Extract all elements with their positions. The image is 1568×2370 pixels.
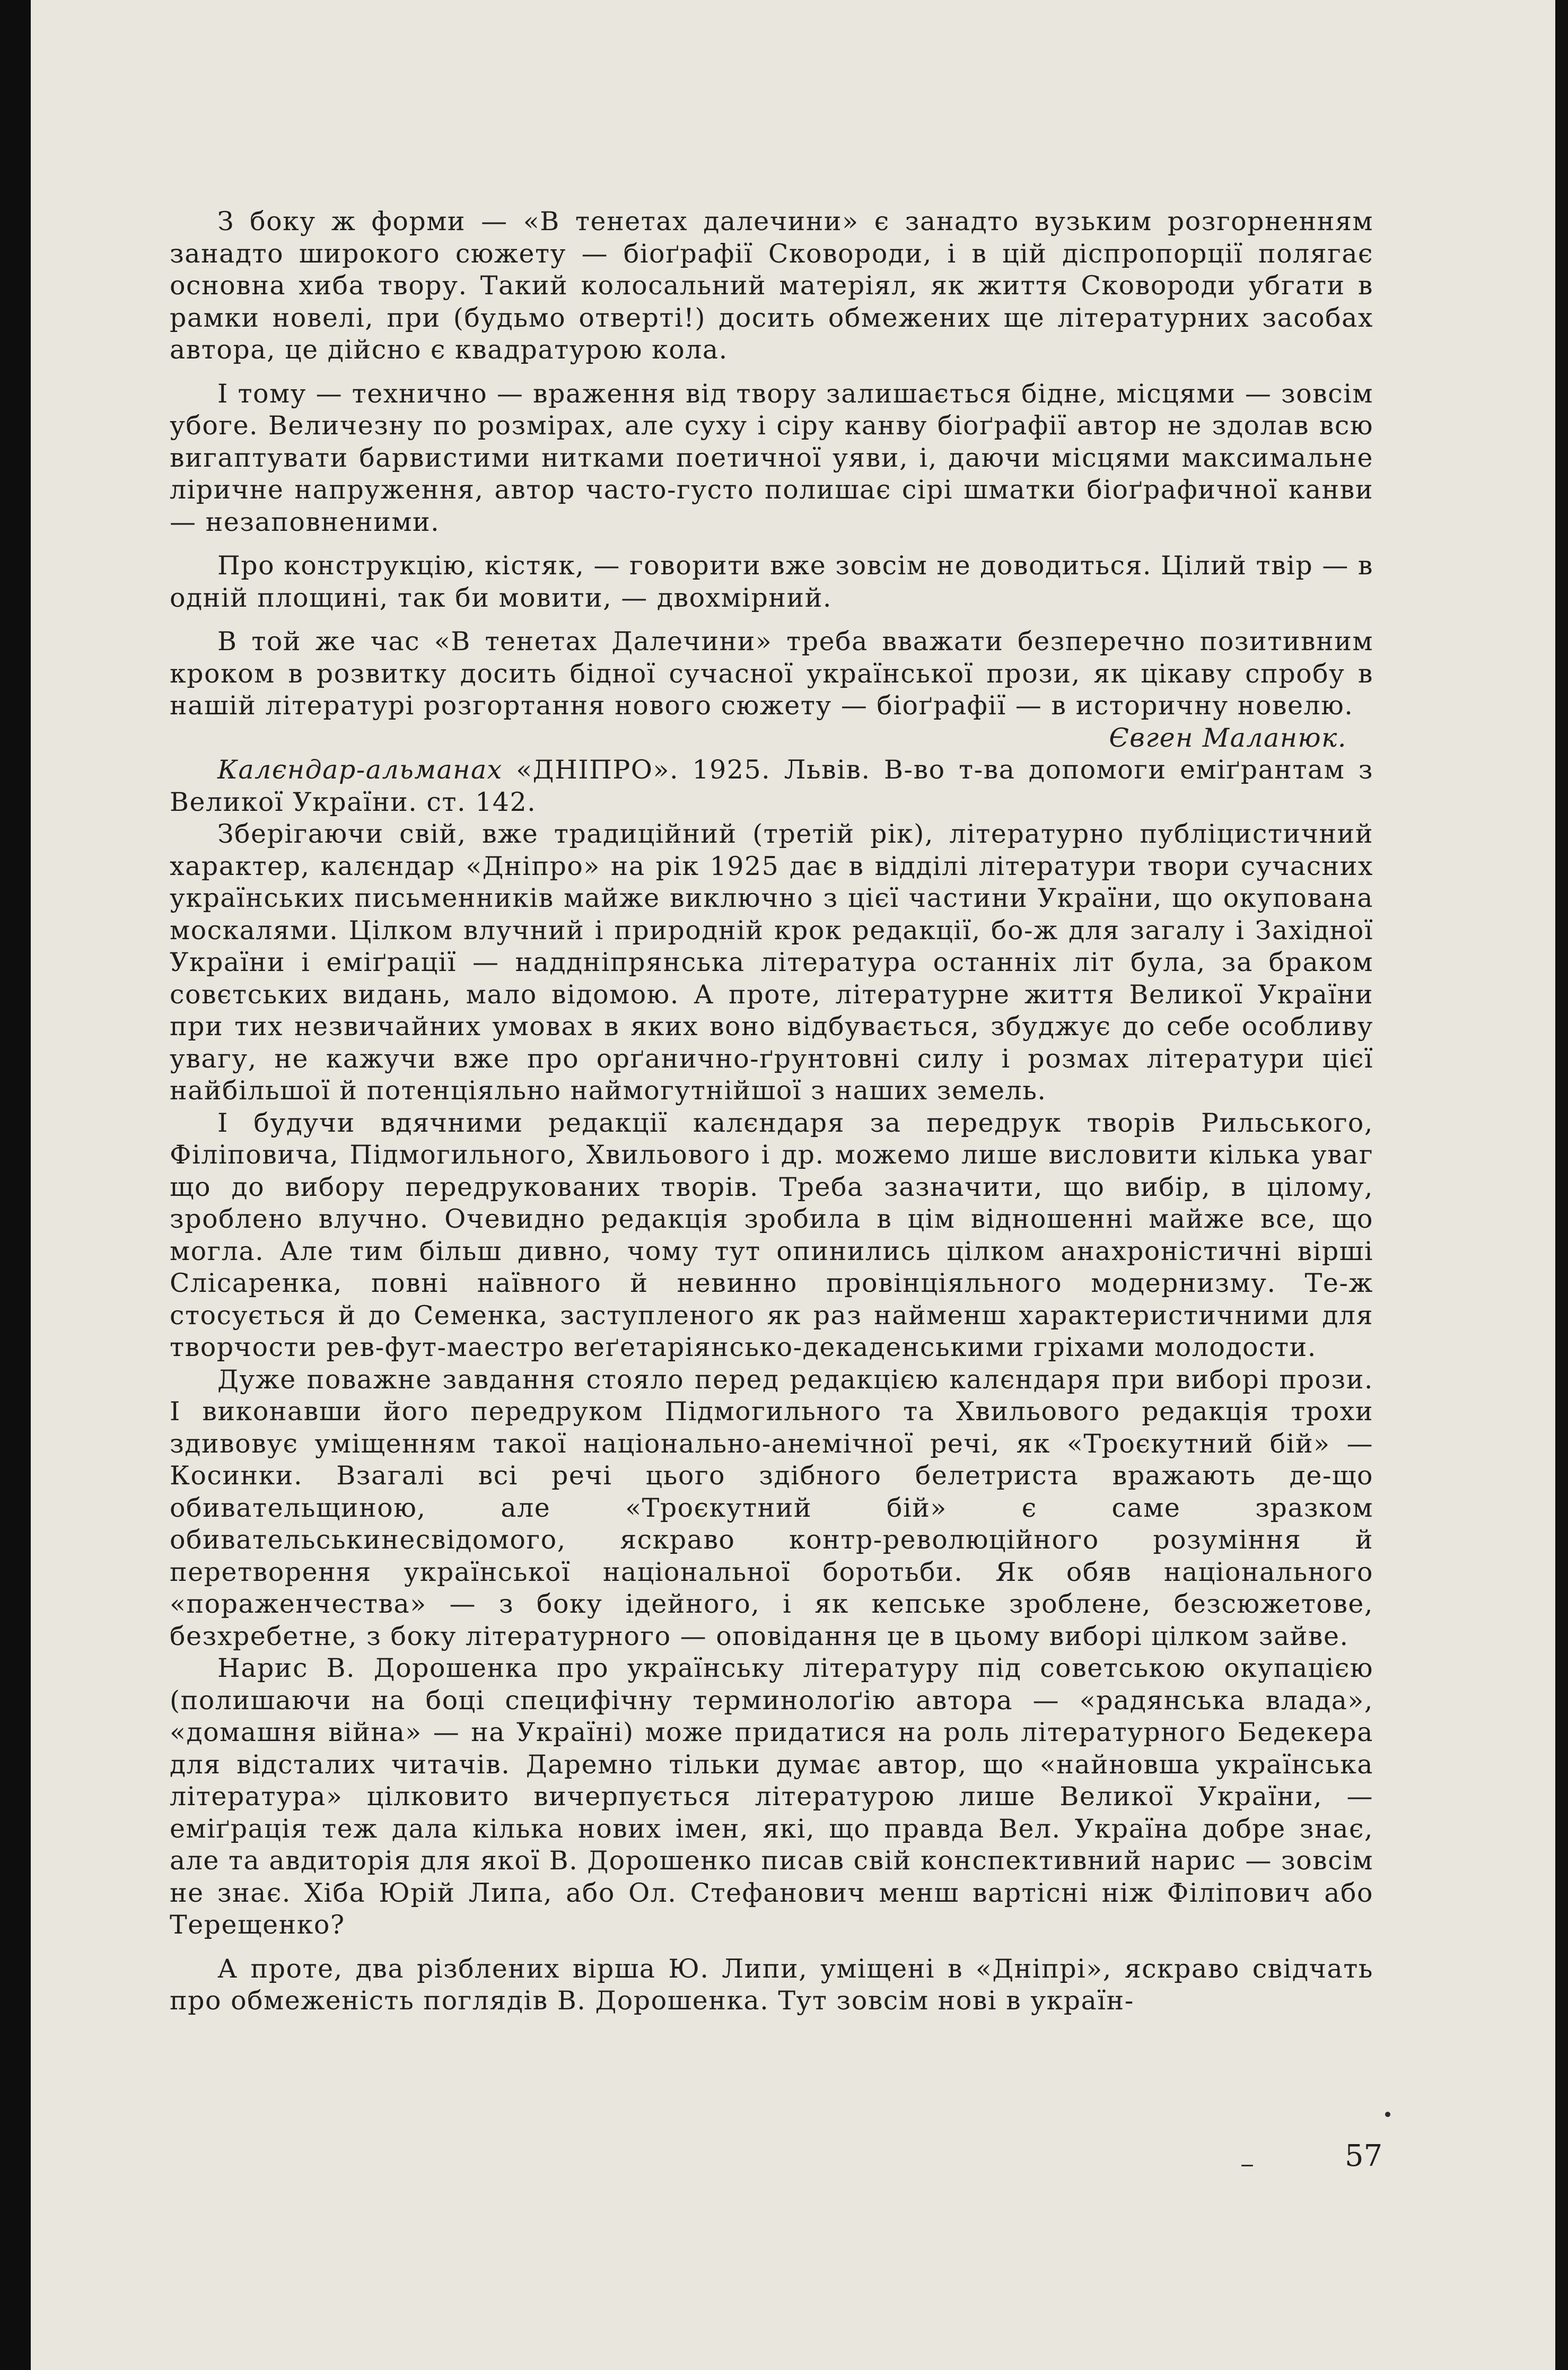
paragraph: А проте, два різблених вірша Ю. Липи, уміщені в «Дніпрі», яскраво свідчать про обмеженість поглядів В. Дорошенка. Тут зовсім нові в україн- <box>170 1953 1373 2016</box>
scan-border-right <box>1555 0 1568 2370</box>
paragraph: Про конструкцію, кістяк, — говорити вже зовсім не доводиться. Цілий твір — в одній площині, так би мовити, — двохмірний. <box>170 550 1373 613</box>
paragraph: Зберігаючи свій, вже традиційний (третій рік), літературно публіцистичний характер, калєндар «Дніпро» на рік 1925 дає в відділі літератури твори сучасних українських письменників майже виключно з цієї частини України, що окупована москалями. Цілком влучний і природній крок редакції, бо-ж для загалу і Західної України і еміґрації — наддніпрянська література останніх літ була, за браком совєтських видань, мало відомою. А проте, літературне життя Великої України при тих незвичайних умовах в яких воно відбувається, збуджує до себе особливу увагу, не кажучи вже про орґанично-ґрунтовні силу і розмах літератури цієї найбільшої й потенціяльно наймогутнійшої з наших земель. <box>170 819 1373 1106</box>
paragraph: З боку ж форми — «В тенетах далечини» є занадто вузьким розгорненням занадто широкого сюжету — біоґрафії Сковороди, і в цій діспропорції полягає основна хиба твору. Такий колосальний матеріял, як життя Сковороди убгати в рамки новелі, при (будьмо отверті!) досить обмежених ще літературних засобах автора, це дійсно є квадратурою кола. <box>170 206 1373 365</box>
signature-row <box>170 722 1373 755</box>
paragraph: Дуже поважне завдання стояло перед редакцією калєндаря при виборі прози. І виконавши його передруком Підмогильного та Хвильового редакція трохи здивовує уміщенням такої національно-анемічної речі, як «Троєкутний бій» —Косинки. Взагалі всі речі цього здібного белетриста вражають де-що обивательщиною, але «Троєкутний бій» є саме зразком обивательськинесвідомого, яскраво контр-революційного розуміння й перетворення української національної боротьби. Як обяв національного «пораженчества» — з боку ідейного, і як кепське зроблене, безсюжетове, безхребетне, з боку літературного — оповідання це в цьому виборі цілком зайве. <box>170 1364 1373 1651</box>
page-number: 57 <box>1345 2139 1383 2173</box>
print-speck <box>1241 2165 1253 2166</box>
publication-citation: «ДНІПРО». 1925. Львів. В-во т-ва допомоги еміґрантам з Великої України. ст. 142. <box>170 755 1373 817</box>
paragraph: І тому — технично — враження від твору залишається бідне, місцями — зовсім убоге. Величезну по розмірах, але суху і сіру канву біоґрафії автор не здолав всю вигаптувати барвистими нитками поетичної уяви, і, даючи місцями максимальне ліричне напруження, автор часто-густо полишає сірі шматки біоґрафичної канви — незаповненими. <box>170 378 1373 537</box>
paragraph: Нарис В. Дорошенка про українську літературу під советською окупацією (полишаючи на боці специфічну терминолоґію автора — «радянська влада», «домашня війна» — на Україні) може придатися на роль літературного Бедекера для відсталих читачів. Даремно тільки думає автор, що «найновша українська література» цілковито вичерпується літературою лише Великої України, — еміґрація теж дала кілька нових імен, які, що правда Вел. Україна добре знає, але та авдиторія для якої В. Дорошенко писав свій конспективний нарис — зовсім не знає. Хіба Юрій Липа, або Ол. Стефанович менш вартісні ніж Філіпович або Терещенко? <box>170 1653 1373 1940</box>
review-header <box>170 754 1373 818</box>
print-speck <box>1385 2112 1390 2117</box>
page-text <box>170 206 1373 2017</box>
author-signature: Євген Маланюк. <box>1109 722 1347 753</box>
publication-title: Калєндар-альманах <box>217 755 503 785</box>
scan-border-left <box>0 0 31 2370</box>
book-page <box>31 0 1555 2370</box>
paragraph: І будучи вдячними редакції калєндаря за передрук творів Рильського, Філіповича, Підмогильного, Хвильового і др. можемо лише висловити кілька уваг що до вибору передрукованих творів. Треба зазначити, що вибір, в цілому, зроблено влучно. Очевидно редакція зробила в цім відношенні майже все, що могла. Але тим більш дивно, чому тут опинились цілком анахроністичні вірші Слісаренка, повні наївного й невинно провінціяльного модернизму. Те-ж стосується й до Семенка, заступленого як раз найменш характеристичними для творчости рев-фут-маестро веґетаріянсько-декаденськими гріхами молодости. <box>170 1107 1373 1362</box>
paragraph: В той же час «В тенетах Далечини» треба вважати безперечно позитивним кроком в розвитку досить бідної сучасної української прози, як цікаву спробу в нашій літературі розгортання нового сюжету — біоґрафії — в историчну новелю. <box>170 626 1373 721</box>
